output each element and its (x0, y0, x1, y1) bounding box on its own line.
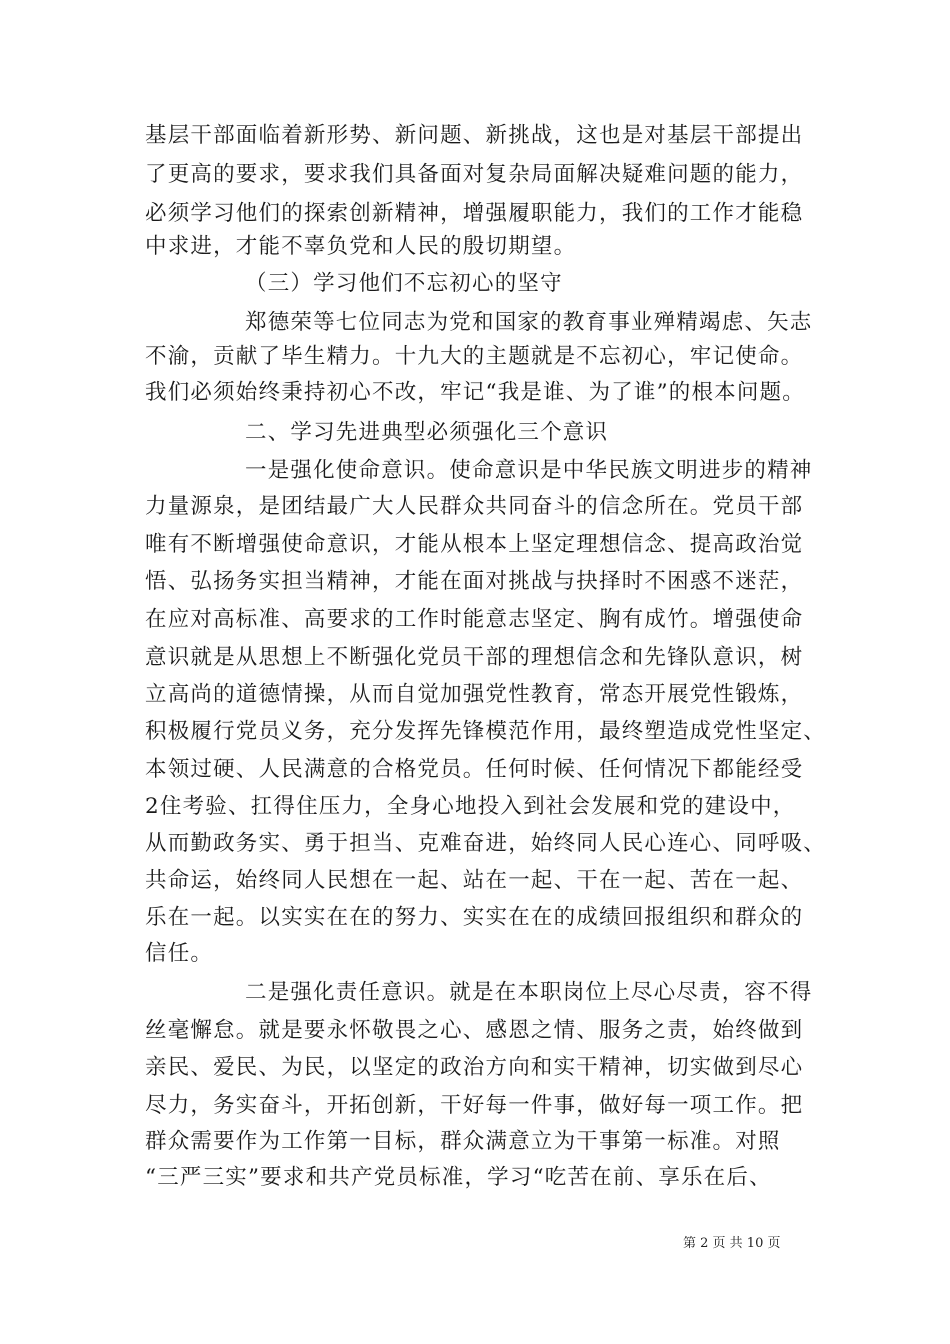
text-line: 在应对高标准、高要求的工作时能意志坚定、胸有成竹。增强使命 (145, 607, 804, 632)
text-line: 共命运，始终同人民想在一起、站在一起、干在一起、苦在一起、 (145, 868, 804, 893)
text-line: 立高尚的道德情操，从而自觉加强党性教育，常态开展党性锻炼， (145, 682, 804, 707)
text-line: 二是强化责任意识。就是在本职岗位上尽心尽责，容不得 (245, 980, 813, 1005)
text-line: 不渝，贡献了毕生精力。十九大的主题就是不忘初心，牢记使命。 (145, 344, 804, 369)
text-line: 基层干部面临着新形势、新问题、新挑战，这也是对基层干部提出 (145, 123, 804, 148)
text-line: 必须学习他们的探索创新精神，增强履职能力，我们的工作才能稳 (145, 201, 804, 226)
text-line: 唯有不断增强使命意识，才能从根本上坚定理想信念、提高政治觉 (145, 532, 804, 557)
text-line: “三严三实”要求和共产党员标准，学习“吃苦在前、享乐在后、 (145, 1165, 772, 1190)
text-line: 郑德荣等七位同志为党和国家的教育事业殚精竭虑、矢志 (245, 310, 813, 335)
text-line: 亲民、爱民、为民，以坚定的政治方向和实干精神，切实做到尽心 (145, 1055, 804, 1080)
text-line: 从而勤政务实、勇于担当、克难奋进，始终同人民心连心、同呼吸、 (145, 831, 827, 856)
page-number: 第 2 页 共 10 页 (683, 1236, 781, 1251)
text-line: 丝毫懈怠。就是要永怀敬畏之心、感恩之情、服务之责，始终做到 (145, 1018, 804, 1043)
text-line: 积极履行党员义务，充分发挥先锋模范作用，最终塑造成党性坚定、 (145, 719, 827, 744)
text-line: 乐在一起。以实实在在的努力、实实在在的成绩回报组织和群众的 (145, 905, 804, 930)
section-heading: 二、学习先进典型必须强化三个意识 (245, 420, 609, 445)
text-line: 悟、弘扬务实担当精神，才能在面对挑战与抉择时不困惑不迷茫， (145, 569, 804, 594)
text-line: 中求进，才能不辜负党和人民的殷切期望。 (145, 234, 577, 259)
text-line: 力量源泉，是团结最广大人民群众共同奋斗的信念所在。党员干部 (145, 494, 804, 519)
text-line: 尽力，务实奋斗，开拓创新，干好每一件事，做好每一项工作。把 (145, 1093, 804, 1118)
text-line: 2住考验、扛得住压力，全身心地投入到社会发展和党的建设中， (145, 794, 796, 819)
text-line: 了更高的要求，要求我们具备面对复杂局面解决疑难问题的能力， (145, 162, 804, 187)
text-line: 本领过硬、人民满意的合格党员。任何时候、任何情况下都能经受 (145, 757, 804, 782)
text-line: 群众需要作为工作第一目标，群众满意立为干事第一标准。对照 (145, 1129, 781, 1154)
section-heading: （三）学习他们不忘初心的坚守 (245, 271, 563, 296)
text-line: 信任。 (145, 941, 214, 966)
text-line: 我们必须始终秉持初心不改，牢记“我是谁、为了谁”的根本问题。 (145, 380, 805, 405)
text-line: 一是强化使命意识。使命意识是中华民族文明进步的精神 (245, 458, 813, 483)
text-line: 意识就是从思想上不断强化党员干部的理想信念和先锋队意识，树 (145, 645, 804, 670)
